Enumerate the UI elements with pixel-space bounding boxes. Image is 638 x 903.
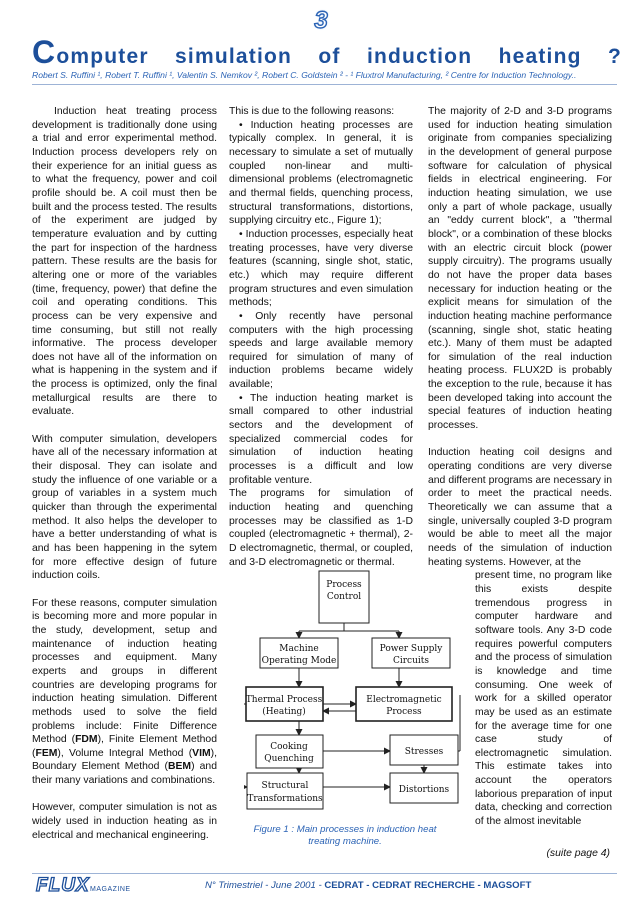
box-label: Process	[326, 580, 362, 590]
bullet-item: • Induction processes, especially heat treating processes, have very diverse features (scanning, single shot, static, etc.) which may require different program structures and even simulation methods;	[229, 228, 413, 309]
box-label: Control	[326, 592, 362, 602]
paragraph: Induction heating coil designs and operating conditions are very diverse and different programs are necessary in order to meet the practical needs. Theoretically we can assume that a single, universally coupled 3-D program would be able to meet all the major needs of the simulation of induction heating systems. However, at the	[428, 447, 612, 568]
title-word-computer: Computer	[32, 34, 149, 70]
bullet-item: • Only recently have personal computers with the high processing speeds and large available memory required for simulation of many of induction problems became widely available;	[229, 310, 413, 391]
box-label: Cooking	[270, 742, 308, 752]
page-number: 3	[314, 7, 328, 34]
box-label: Transformations	[247, 794, 323, 804]
publisher: CEDRAT - CEDRAT RECHERCHE - MAGSOFT	[324, 880, 532, 891]
box-label: Distortions	[398, 785, 450, 795]
paragraph-continued: present time, no program like this exists despite tremendous progress in computer hardware and software tools. Any 3-D code requires powerful computers and the process of simulation is knowledge and time consuming. One week of work for a skilled operator may be used as an estimate for the average time for one case study of electromagnetic simulation. This estimate takes into account the operators laborious preparation of input data, checking and correction of the almost inevitable	[475, 570, 612, 828]
title-question-mark: ?	[607, 45, 622, 68]
box-label: Thermal Process	[245, 695, 323, 705]
column-2	[229, 105, 413, 583]
process-diagram	[244, 565, 462, 827]
box-label: Process	[386, 707, 422, 717]
bullet-item: • The induction heating market is small compared to other industrial sectors and the development of specialized commercial codes for simulation of induction heating processes is a difficult and low profitable venture.	[229, 392, 413, 486]
paragraph: However, computer simulation is not as widely used in induction heating as in electrical and mechanical engineering.	[32, 802, 217, 841]
column-1	[32, 105, 217, 856]
title-word-simulation: simulation	[175, 45, 293, 68]
bullet-item: • Induction heating processes are typically complex. In general, it is necessary to simulate a set of mutually coupled non-linear and multi-dimensional problems (electromagnetic and thermal fields, quenching process, structural transformations, distortions, supplying circuitry etc., Figure 1);	[229, 119, 413, 227]
title-word-heating: heating	[498, 45, 582, 68]
figure-caption: Figure 1 : Main processes in induction heat treating machine.	[253, 824, 437, 847]
paragraph: For these reasons, computer simulation is becoming more and more popular in the study, development, setup and maintenance of induction heating processes and equipment. Many experts and groups in different countries are developing programs for induction heating simulation. Different methods used to solve the field problems include: Finite Difference Method (FDM), Finite Element Method (FEM), Volume Integral Method (VIM), Boundary Element Method (BEM) and their many variations and combinations.	[32, 597, 217, 787]
paragraph: This is due to the following reasons:	[229, 106, 395, 117]
header-divider	[32, 84, 617, 85]
box-label: Electromagnetic	[366, 695, 442, 705]
box-label: Machine	[279, 644, 319, 654]
issue-date: N° Trimestriel - June 2001 -	[205, 880, 325, 891]
flux-logo	[34, 872, 130, 896]
box-label: Operating Mode	[261, 656, 337, 666]
paragraph: With computer simulation, developers have all of the necessary information at their disposal. They can isolate and study the influence of one variable or a group of variables in a system much quicker than through the experimental method. It also helps the developer to have a better understanding of what is and has been happening in the sytem for more effective design of future induction coils.	[32, 433, 217, 582]
authors-line: Robert S. Ruffini ¹, Robert T. Ruffini ¹, Valentin S. Nemkov ², Robert C. Goldstein ² - ¹ Fluxtrol Manufacturing, ² Centre for Induction Technology..	[32, 70, 577, 80]
title-word-of: of	[318, 45, 341, 68]
box-label: Structural	[261, 781, 309, 791]
paragraph: The programs for simulation of induction heating and quenching processes may be classified as 1-D coupled (electromagnetic + thermal), 2-D electromagnetic, thermal, or coupled, and 3-D electromagnetic or thermal.	[229, 488, 413, 568]
box-label: (Heating)	[262, 707, 306, 717]
box-label: Stresses	[404, 747, 444, 757]
logo-subtext: MAGAZINE	[90, 886, 130, 893]
footer-info	[205, 880, 615, 891]
box-label: Quenching	[264, 754, 314, 764]
continued-note: (suite page 4)	[546, 848, 610, 859]
paragraph: Induction heat treating process development is traditionally done using a trial and error experimental method. Induction process developers rely on their experience for an initial guess as to what the frequency, power and coil profile should be. A coil must then be built and the process tested. The results of the experiment are judged by temperature evaluation and by cutting the part for inspection of the hardness pattern. These results are the basis for altering one or more of the variables (time, frequency, power) that define the coil and operating conditions. This process can be very expensive and time consuming, but still not really informative. The process developer does not have all of the information on what is happening in the system and if the process is optimized, only the final metallurgical results are there to evaluate.	[32, 106, 217, 418]
paragraph: The majority of 2-D and 3-D programs used for induction heating simulation originate from companies specializing in the development of general purpose software for calculation of physical fields in electrical engineering. For induction heating simulation, we use only a part of whole package, usually an "eddy current block", a "thermal block", or a combination of these blocks with an electric circuit block (power supply circuitry). The programs usually do not have the proper data bases necessary for induction heating or the explicit means for simulation of the induction heating machine performance (scanning, single shot, static heating etc.). Many of them must be adapted for simulation of the real induction heating process. FLUX2D is probably the exception to the rule, because it has been developed taking into account the special features of induction heating processes.	[428, 106, 612, 432]
title-word-induction: induction	[366, 45, 473, 68]
box-label: Power Supply	[379, 644, 443, 654]
article-title	[32, 34, 622, 70]
box-label: Circuits	[392, 656, 430, 666]
logo-text: FLUX	[36, 875, 90, 896]
